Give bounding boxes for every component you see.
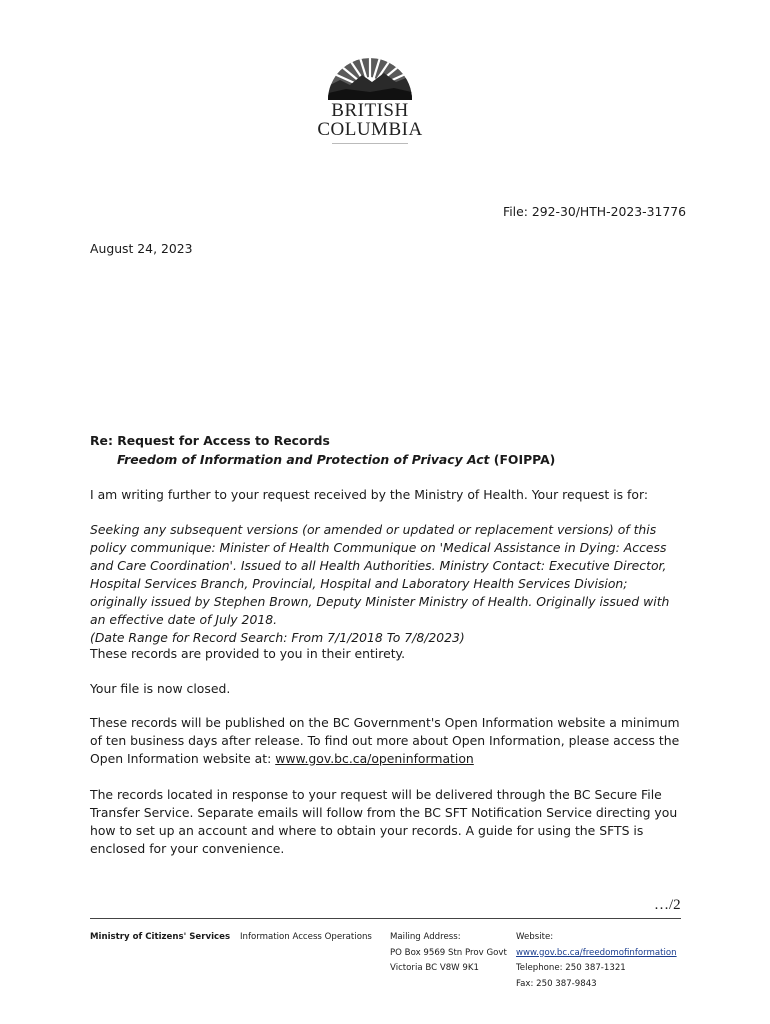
- telephone: Telephone: 250 387-1321: [516, 963, 626, 974]
- footer-office: Information Access Operations: [240, 932, 372, 942]
- date-range: (Date Range for Record Search: From 7/1/2018 To 7/8/2023): [90, 630, 465, 645]
- request-description: [90, 521, 682, 647]
- act-abbreviation: (FOIPPA): [489, 452, 556, 467]
- mailing-line-1: PO Box 9569 Stn Prov Govt: [390, 947, 507, 958]
- open-information-link[interactable]: www.gov.bc.ca/openinformation: [275, 751, 474, 766]
- bc-government-logo: [310, 42, 430, 148]
- website-label: Website:: [516, 932, 554, 942]
- publication-text: These records will be published on the BC Government's Open Information website a minimum of ten business days after release. To find out more about Open Information, please access the Open Information website at:: [90, 715, 680, 766]
- logo-wordmark-british: BRITISH: [331, 100, 409, 121]
- subject-line: Re: Request for Access to Records: [90, 433, 330, 448]
- publication-paragraph: [90, 714, 682, 768]
- footer-mailing-address: [390, 930, 507, 977]
- footer-contact: [516, 930, 677, 992]
- mailing-label: Mailing Address:: [390, 932, 461, 942]
- mailing-line-2: Victoria BC V8W 9K1: [390, 963, 479, 974]
- file-closed-paragraph: Your file is now closed.: [90, 681, 231, 696]
- footer-divider: [90, 918, 681, 919]
- records-entirety-paragraph: These records are provided to you in their entirety.: [90, 646, 406, 661]
- act-title: [117, 452, 555, 467]
- sft-delivery-paragraph: The records located in response to your request will be delivered through the BC Secure File Transfer Service. Separate emails will follow from the BC SFT Notification Service directing you how to set up an account and where to obtain your records. A guide for using the SFTS is enclosed for your convenience.: [90, 787, 678, 856]
- sun-mountains-emblem-icon: [310, 42, 430, 100]
- act-name: Freedom of Information and Protection of Privacy Act: [117, 452, 490, 467]
- logo-underline: [332, 143, 408, 144]
- page-continuation: …/2: [654, 897, 681, 913]
- file-reference: File: 292-30/HTH-2023-31776: [503, 204, 687, 219]
- logo-wordmark-columbia: COLUMBIA: [317, 119, 423, 140]
- fax: Fax: 250 387-9843: [516, 978, 597, 989]
- footer-ministry: Ministry of Citizens' Services: [90, 932, 231, 942]
- foi-website-link[interactable]: www.gov.bc.ca/freedomofinformation: [516, 947, 677, 958]
- letter-date: August 24, 2023: [90, 241, 193, 256]
- request-body: Seeking any subsequent versions (or amended or updated or replacement versions) of this policy communique: Minister of Health Communique on 'Medical Assistance in Dying: Access and Care Coordination'. Issued to all Health Authorities. Ministry Contact: Executive Director, Hospital Services Branch, Provincial, Hospital and Laboratory Health Services Division; originally issued by Stephen Brown, Deputy Minister Ministry of Health. Originally issued with an effective date of July 2018.: [90, 522, 670, 627]
- intro-paragraph: I am writing further to your request received by the Ministry of Health. Your request is for:: [90, 487, 649, 502]
